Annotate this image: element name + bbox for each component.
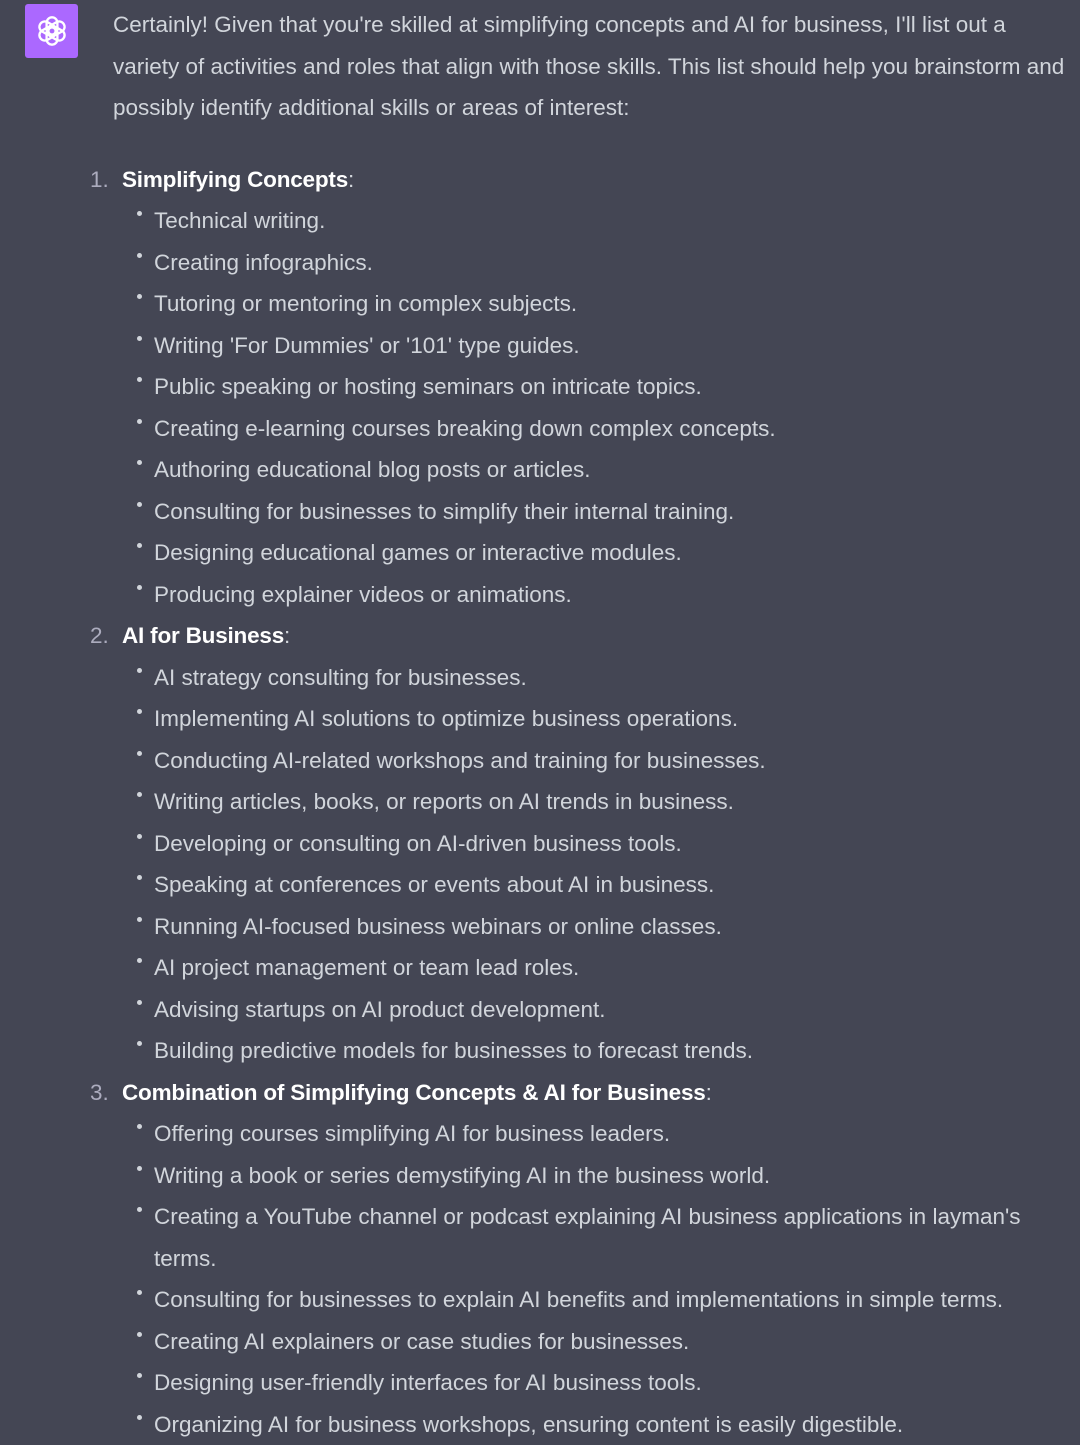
list-item: Creating infographics. [154,242,1073,284]
list-item: Creating e-learning courses breaking down complex concepts. [154,408,1073,450]
list-item: Running AI-focused business webinars or online classes. [154,906,1073,948]
list-item: Technical writing. [154,200,1073,242]
list-item: Consulting for businesses to explain AI benefits and implementations in simple terms. [154,1279,1073,1321]
list-item: Designing user-friendly interfaces for AI business tools. [154,1362,1073,1404]
bullet-list [113,200,1073,615]
list-item: AI project management or team lead roles. [154,947,1073,989]
list-item: Authoring educational blog posts or articles. [154,449,1073,491]
bullet-list [113,1113,1073,1445]
section-title: AI for Business [122,623,284,648]
section-heading [113,159,1073,201]
list-item: Consulting for businesses to simplify their internal training. [154,491,1073,533]
list-item: Writing a book or series demystifying AI in the business world. [154,1155,1073,1197]
list-item: Writing 'For Dummies' or '101' type guides. [154,325,1073,367]
assistant-avatar [25,4,78,58]
section-list [113,159,1073,1445]
list-item: Tutoring or mentoring in complex subjects. [154,283,1073,325]
list-item: Speaking at conferences or events about AI in business. [154,864,1073,906]
section-title: Combination of Simplifying Concepts & AI for Business [122,1080,706,1105]
list-item: Offering courses simplifying AI for business leaders. [154,1113,1073,1155]
list-item: Developing or consulting on AI-driven business tools. [154,823,1073,865]
list-item: Organizing AI for business workshops, ensuring content is easily digestible. [154,1404,1073,1445]
section-number: 1. [90,159,109,201]
section [113,159,1073,616]
list-item: Implementing AI solutions to optimize business operations. [154,698,1073,740]
section-title-colon: : [284,623,290,648]
list-item: Conducting AI-related workshops and training for businesses. [154,740,1073,782]
bullet-list [113,657,1073,1072]
list-item: Advising startups on AI product development. [154,989,1073,1031]
section-heading [113,1072,1073,1114]
section-heading [113,615,1073,657]
list-item: Producing explainer videos or animations. [154,574,1073,616]
list-item: Writing articles, books, or reports on AI trends in business. [154,781,1073,823]
list-item: Designing educational games or interactive modules. [154,532,1073,574]
list-item: Creating AI explainers or case studies for businesses. [154,1321,1073,1363]
list-item: Building predictive models for businesses to forecast trends. [154,1030,1073,1072]
assistant-message [113,4,1073,1445]
section-title-colon: : [706,1080,712,1105]
section-title: Simplifying Concepts [122,167,348,192]
section-number: 2. [90,615,109,657]
list-item: Public speaking or hosting seminars on intricate topics. [154,366,1073,408]
section [113,1072,1073,1445]
section-number: 3. [90,1072,109,1114]
openai-logo-icon [34,13,70,49]
list-item: AI strategy consulting for businesses. [154,657,1073,699]
intro-text: Certainly! Given that you're skilled at simplifying concepts and AI for business, I'll list out a variety of activities and roles that align with those skills. This list should help you brainstorm and possibly identify additional skills or areas of interest: [113,4,1073,129]
list-item: Creating a YouTube channel or podcast explaining AI business applications in layman's terms. [154,1196,1073,1279]
section-title-colon: : [348,167,354,192]
section [113,615,1073,1072]
